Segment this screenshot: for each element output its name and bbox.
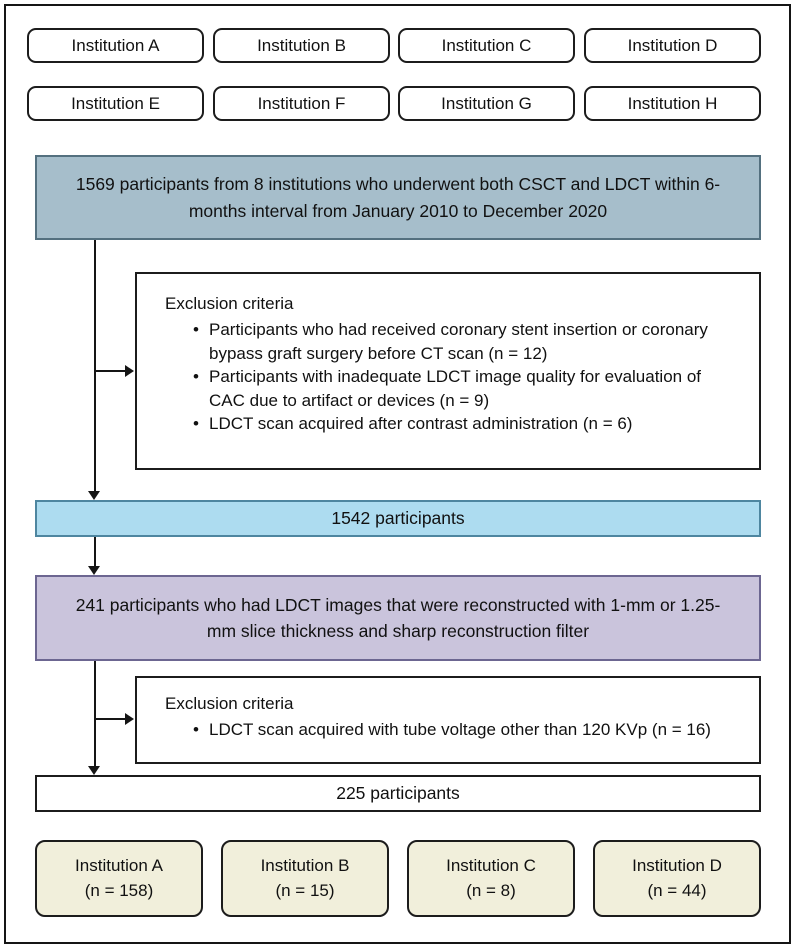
institution-f-box	[213, 86, 390, 121]
institution-d-result-count: (n = 44)	[647, 880, 707, 900]
branch-line-to-exclusion-2	[94, 718, 125, 720]
institution-d-label: Institution D	[627, 35, 718, 55]
participants-241-text: 241 participants who had LDCT images that were reconstructed with 1-mm or 1.25-mm slice thickness and sharp reconstruction filter	[75, 594, 721, 641]
institution-c-result-box	[407, 840, 575, 917]
institution-a-result-name: Institution A	[75, 855, 163, 875]
institution-d-result-box	[593, 840, 761, 917]
institution-g-box	[398, 86, 575, 121]
institution-c-label: Institution C	[441, 35, 532, 55]
exclusion-1-item: • Participants who had received coronary stent insertion or coronary bypass graft surgery before CT scan (n = 12)	[191, 318, 741, 365]
exclusion-1-item: • LDCT scan acquired after contrast administration (n = 6)	[191, 412, 741, 435]
institution-d-result-name: Institution D	[632, 855, 722, 875]
participants-1542-text: 1542 participants	[331, 508, 465, 529]
arrowhead-down-into-225	[88, 766, 100, 775]
arrowhead-down-into-241	[88, 566, 100, 575]
exclusion-box-1	[135, 272, 761, 470]
institution-b-result-name: Institution B	[260, 855, 350, 875]
institution-a-result-count: (n = 158)	[84, 880, 154, 900]
institution-b-result-count: (n = 15)	[275, 880, 335, 900]
arrow-line-241-to-225	[94, 661, 96, 767]
exclusion-1-title: Exclusion criteria	[165, 294, 294, 313]
institution-a-result-box	[35, 840, 203, 917]
arrowhead-right-into-exclusion-2	[125, 713, 134, 725]
institution-c-result-count: (n = 8)	[466, 880, 516, 900]
exclusion-box-2	[135, 676, 761, 764]
institution-h-box	[584, 86, 761, 121]
enrollment-box	[35, 155, 761, 240]
institution-d-box	[584, 28, 761, 63]
participants-1542-box	[35, 500, 761, 537]
exclusion-1-item: • Participants with inadequate LDCT image quality for evaluation of CAC due to artifact or devices (n = 9)	[191, 365, 741, 412]
institution-b-label: Institution B	[257, 35, 346, 55]
institution-h-label: Institution H	[627, 93, 718, 113]
arrowhead-down-into-1542	[88, 491, 100, 500]
institution-b-box	[213, 28, 390, 63]
exclusion-2-item: • LDCT scan acquired with tube voltage other than 120 KVp (n = 16)	[191, 718, 741, 741]
participants-225-box	[35, 775, 761, 812]
institution-f-label: Institution F	[257, 93, 346, 113]
branch-line-to-exclusion-1	[94, 370, 125, 372]
participants-241-box	[35, 575, 761, 661]
institution-b-result-box	[221, 840, 389, 917]
arrow-line-1542-to-241	[94, 537, 96, 567]
institution-g-label: Institution G	[441, 93, 532, 113]
exclusion-2-title: Exclusion criteria	[165, 694, 294, 713]
institution-a-box	[27, 28, 204, 63]
arrow-line-enrollment-to-1542	[94, 240, 96, 492]
arrowhead-right-into-exclusion-1	[125, 365, 134, 377]
institution-c-box	[398, 28, 575, 63]
institution-c-result-name: Institution C	[446, 855, 536, 875]
enrollment-text: 1569 participants from 8 institutions who underwent both CSCT and LDCT within 6-months interval from January 2010 to December 2020	[75, 174, 721, 221]
institution-a-label: Institution A	[71, 35, 160, 55]
institution-e-label: Institution E	[71, 93, 160, 113]
institution-e-box	[27, 86, 204, 121]
participants-225-text: 225 participants	[336, 783, 460, 804]
